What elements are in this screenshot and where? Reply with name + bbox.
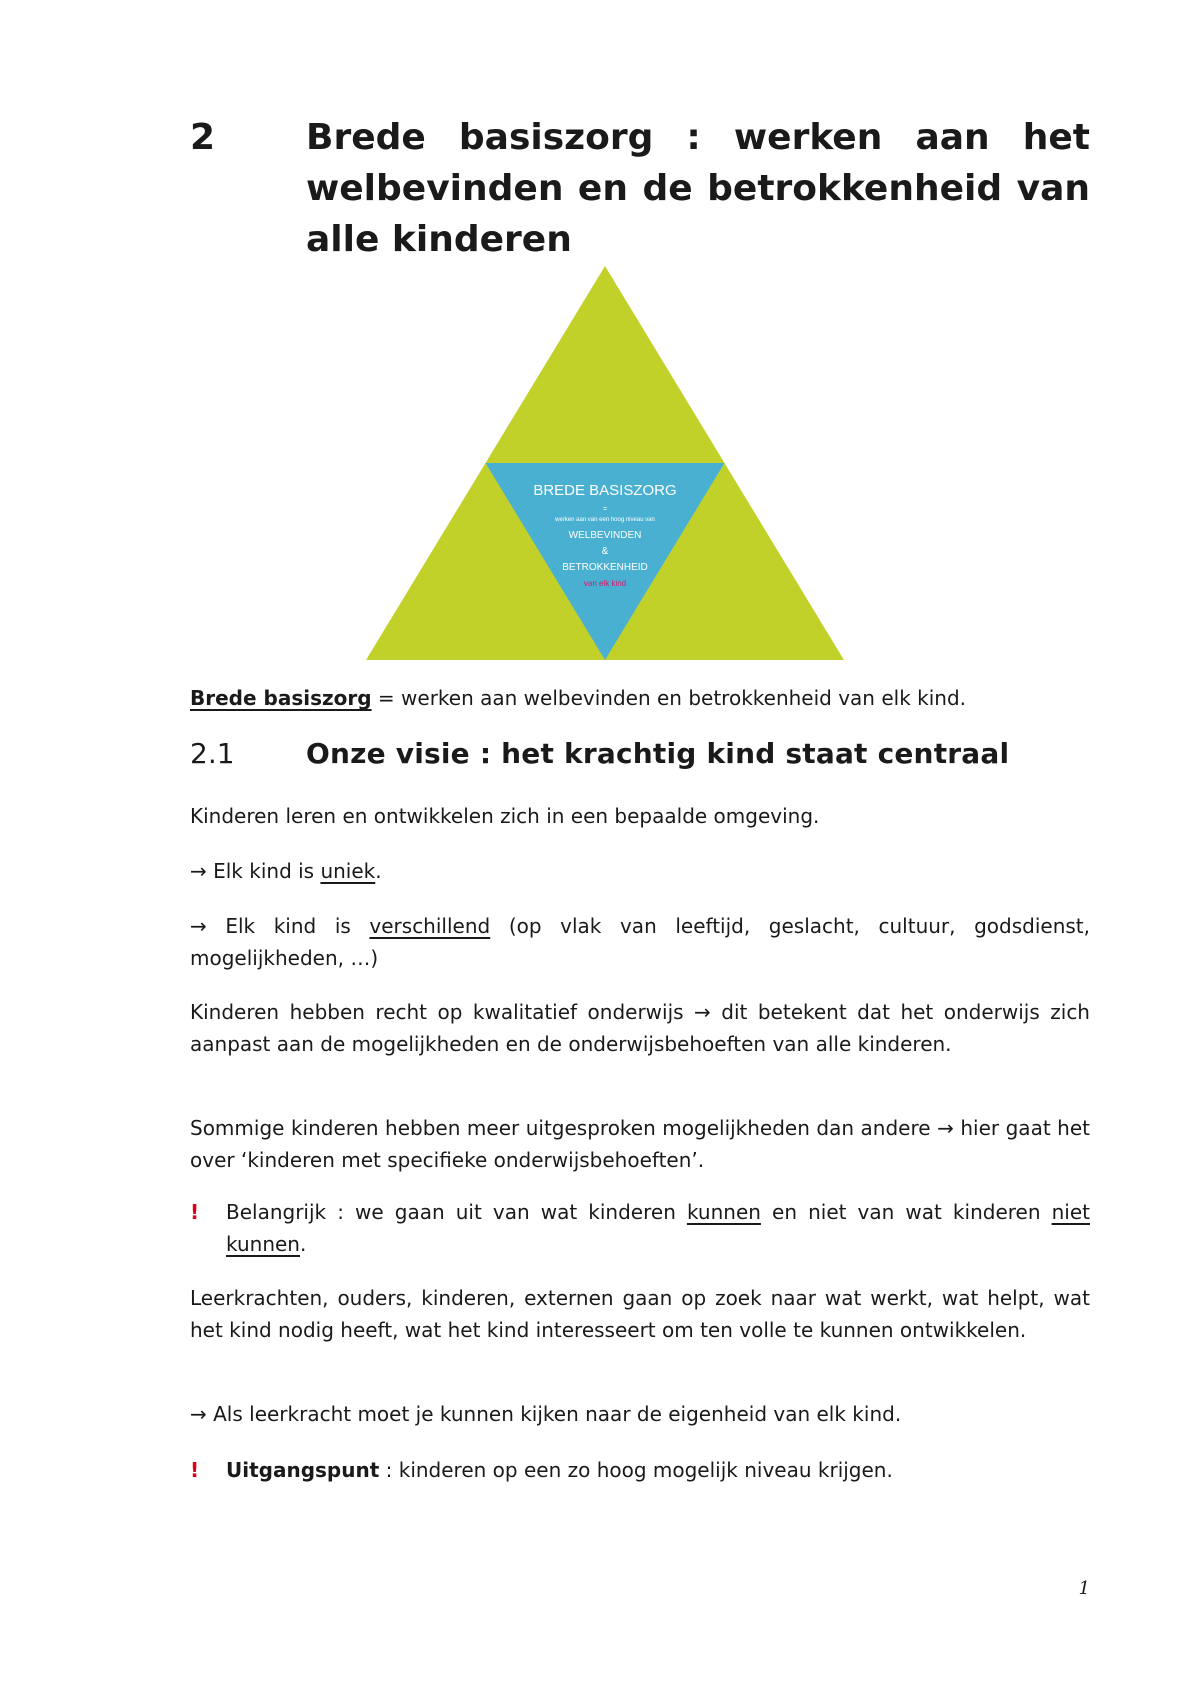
paragraph-6: Leerkrachten, ouders, kinderen, externen gaan op zoek naar wat werkt, wat helpt, wat het kind nodig heeft, wat het kind interesseert om ten volle te kunnen ontwikkelen. — [190, 1286, 1090, 1342]
brede-basiszorg-triangle — [366, 266, 844, 660]
warning-1-middle: en niet van wat kinderen — [760, 1200, 1052, 1224]
paragraph-1: Kinderen leren en ontwikkelen zich in een bepaalde omgeving. — [190, 804, 820, 828]
paragraph-3-suffix: (op vlak van leeftijd, geslacht, cultuur, godsdienst, mogelijkheden, …) — [190, 914, 1090, 970]
chapter-number: 2 — [190, 117, 216, 158]
exclamation-icon: ! — [190, 1200, 200, 1224]
chapter-title: Brede basiszorg : werken aan het welbevinden en de betrokkenheid van alle kinderen — [306, 117, 1090, 260]
warning-1-prefix: Belangrijk : we gaan uit van wat kinderen — [226, 1200, 687, 1224]
paragraph-3 — [190, 910, 1090, 974]
paragraph-4: Kinderen hebben recht op kwalitatief onderwijs → dit betekent dat het onderwijs zich aanpast aan de mogelijkheden en de onderwijsbehoeften van alle kinderen. — [190, 1000, 1090, 1056]
warning-2-rest: : kinderen op een zo hoog mogelijk niveau krijgen. — [379, 1458, 893, 1482]
definition-term: Brede basiszorg — [190, 686, 372, 710]
warning-2-text — [226, 1454, 1090, 1486]
warning-2-bold: Uitgangspunt — [226, 1458, 380, 1482]
paragraph-2-suffix: . — [375, 859, 382, 883]
figure-elk-kind: van elk kind — [583, 579, 627, 588]
warning-1-underlined-1: kunnen — [686, 1200, 761, 1224]
warning-1-text — [226, 1196, 1090, 1260]
paragraph-2 — [190, 855, 1090, 887]
warning-1-underlined-2: niet kunnen — [226, 1200, 1090, 1256]
paragraph-2-prefix: → Elk kind is — [190, 859, 321, 883]
paragraph-2-underlined: uniek — [320, 859, 376, 883]
figure-welbevinden: WELBEVINDEN — [568, 530, 642, 541]
warning-1-suffix: . — [299, 1232, 307, 1256]
figure-equals: = — [602, 506, 608, 513]
paragraph-5: Sommige kinderen hebben meer uitgesproken mogelijkheden dan andere → hier gaat het over ‘kinderen met specifieke onderwijsbehoeften’. — [190, 1116, 1090, 1172]
definition-paragraph — [190, 682, 1090, 714]
page-number: 1 — [1078, 1578, 1090, 1599]
section-number: 2.1 — [190, 737, 235, 770]
figure-subtitle: werken aan van een hoog niveau van — [555, 517, 655, 523]
section-title: Onze visie : het krachtig kind staat centraal — [306, 737, 1010, 770]
figure-ampersand: & — [601, 546, 609, 557]
paragraph-3-prefix: → Elk kind is — [190, 914, 370, 938]
exclamation-icon: ! — [190, 1458, 200, 1482]
figure-title: BREDE BASISZORG — [533, 482, 677, 499]
definition-text: = werken aan welbevinden en betrokkenheid van elk kind. — [371, 686, 967, 710]
figure-betrokkenheid: BETROKKENHEID — [562, 562, 648, 573]
paragraph-3-underlined: verschillend — [369, 914, 491, 938]
paragraph-7: → Als leerkracht moet je kunnen kijken naar de eigenheid van elk kind. — [190, 1402, 902, 1426]
